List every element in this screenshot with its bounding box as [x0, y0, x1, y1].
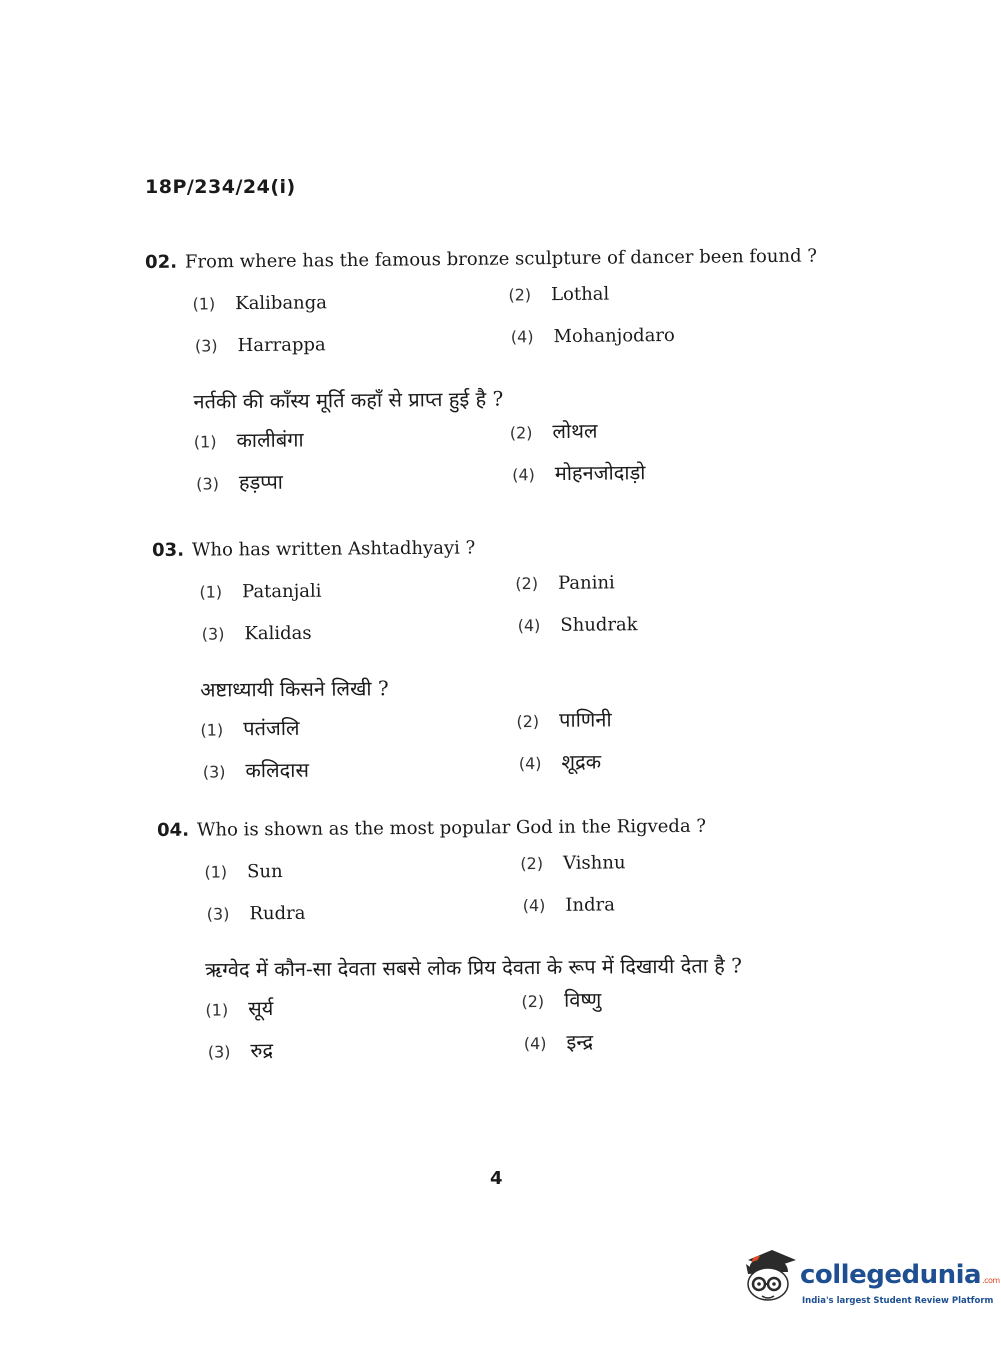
option-4: (4) शूद्रक [518, 749, 602, 774]
question-02 [145, 243, 907, 510]
options-hi [205, 984, 919, 1078]
question-number: 02. [145, 251, 178, 273]
option-3: (3) रुद्र [207, 1038, 274, 1063]
paper-code: 18P/234/24(i) [145, 176, 296, 198]
collegedunia-logo [742, 1246, 1000, 1316]
option-4: (4) मोहनजोदाड़ो [512, 460, 646, 486]
question-number: 03. [152, 539, 185, 561]
option-3: (3) हड़प्पा [196, 469, 284, 495]
option-1: (1) सूर्य [205, 996, 274, 1021]
option-2: (2) Lothal [508, 283, 610, 306]
option-3: (3) Rudra [206, 902, 306, 925]
option-1: (1) Patanjali [199, 580, 322, 603]
option-4: (4) Shudrak [517, 614, 638, 636]
options-en [204, 848, 918, 938]
question-03 [152, 532, 914, 798]
options-en [199, 568, 913, 658]
option-4: (4) Mohanjodaro [510, 324, 675, 348]
options-hi [194, 415, 908, 510]
question-statement: Who has written Ashtadhyayi ? [191, 537, 476, 561]
brand-name: collegedunia.com [800, 1260, 1000, 1290]
question-statement: From where has the famous bronze sculpture of dancer been found ? [184, 245, 818, 273]
option-4: (4) Indra [522, 894, 616, 916]
page-number: 4 [490, 1168, 503, 1189]
mascot-icon [742, 1246, 798, 1306]
option-3: (3) कलिदास [202, 757, 310, 783]
option-2: (2) Vishnu [520, 852, 626, 874]
question-text-hi: अष्टाध्यायी किसने लिखी ? [200, 676, 389, 702]
question-text-hi: नर्तकी की काँस्य मूर्ति कहाँ से प्राप्त हुई है ? [193, 386, 504, 414]
question-text-en [145, 243, 905, 276]
option-1: (1) Kalibanga [192, 292, 328, 315]
question-text-hi: ऋग्वेद में कौन-सा देवता सबसे लोक प्रिय देवता के रूप में दिखायी देता है ? [205, 953, 743, 982]
option-2: (2) लोथल [509, 418, 598, 444]
option-3: (3) Kalidas [201, 622, 312, 645]
options-en [192, 279, 906, 370]
option-2: (2) विष्णु [521, 987, 602, 1012]
question-statement: Who is shown as the most popular God in the Rigveda ? [196, 815, 707, 841]
option-1: (1) पतंजलि [200, 715, 300, 741]
question-text-en [157, 812, 917, 844]
option-1: (1) कालीबंगा [193, 427, 304, 453]
option-1: (1) Sun [204, 861, 283, 883]
option-3: (3) Harrappa [194, 334, 326, 357]
option-2: (2) Panini [515, 572, 615, 594]
question-04 [157, 812, 919, 1078]
option-4: (4) इन्द्र [523, 1029, 594, 1054]
options-hi [200, 704, 914, 798]
question-text-en [152, 532, 912, 564]
question-number: 04. [157, 819, 190, 841]
option-2: (2) पाणिनी [516, 707, 612, 732]
brand-tagline: India's largest Student Review Platform [802, 1296, 994, 1306]
